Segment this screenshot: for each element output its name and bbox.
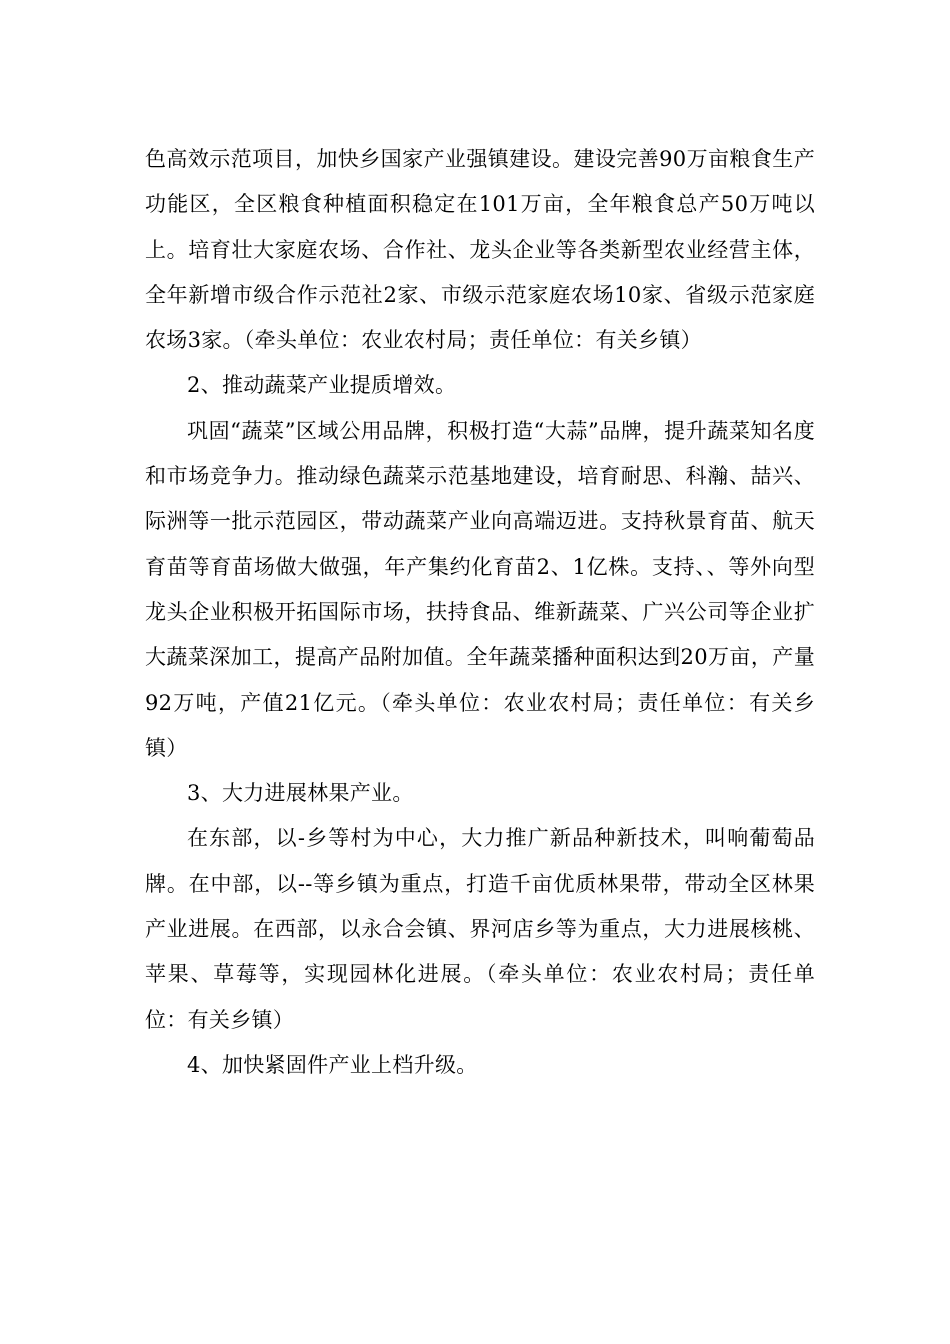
document-body [145,137,815,1088]
section-heading-vegetables: 2、推动蔬菜产业提质增效。 [187,373,457,398]
paragraph-forestry: 在东部，以-乡等村为中心，大力推广新品种新技术，叫响葡萄品牌。在中部，以--等乡镇为重点，打造千亩优质林果带，带动全区林果产业进展。在西部，以永合会镇、界河店乡等为重点，大力进展核桃、苹果、草莓等，实现园林化进展。（牵头单位：农业农村局；责任单位：有关乡镇） [145,826,815,1032]
paragraph-vegetables: 巩固“蔬菜”区域公用品牌，积极打造“大蒜”品牌，提升蔬菜知名度和市场竞争力。推动绿色蔬菜示范基地建设，培育耐思、科瀚、喆兴、际洲等一批示范园区，带动蔬菜产业向高端迈进。支持秋景育苗、航天育苗等育苗场做大做强，年产集约化育苗2、1亿株。支持、、等外向型龙头企业积极开拓国际市场，扶持食品、维新蔬菜、广兴公司等企业扩大蔬菜深加工，提高产品附加值。全年蔬菜播种面积达到20万亩，产量92万吨，产值21亿元。（牵头单位：农业农村局；责任单位：有关乡镇） [145,418,815,760]
section-heading-fasteners: 4、加快紧固件产业上档升级。 [187,1052,478,1077]
section-heading-forestry: 3、大力进展林果产业。 [187,781,414,806]
paragraph-grain-continued: 色高效示范项目，加快乡国家产业强镇建设。建设完善90万亩粮食生产功能区，全区粮食种植面积稳定在101万亩，全年粮食总产50万吨以上。培育壮大家庭农场、合作社、龙头企业等各类新型农业经营主体，全年新增市级合作示范社2家、市级示范家庭农场10家、省级示范家庭农场3家。（牵头单位：农业农村局；责任单位：有关乡镇） [145,147,815,353]
